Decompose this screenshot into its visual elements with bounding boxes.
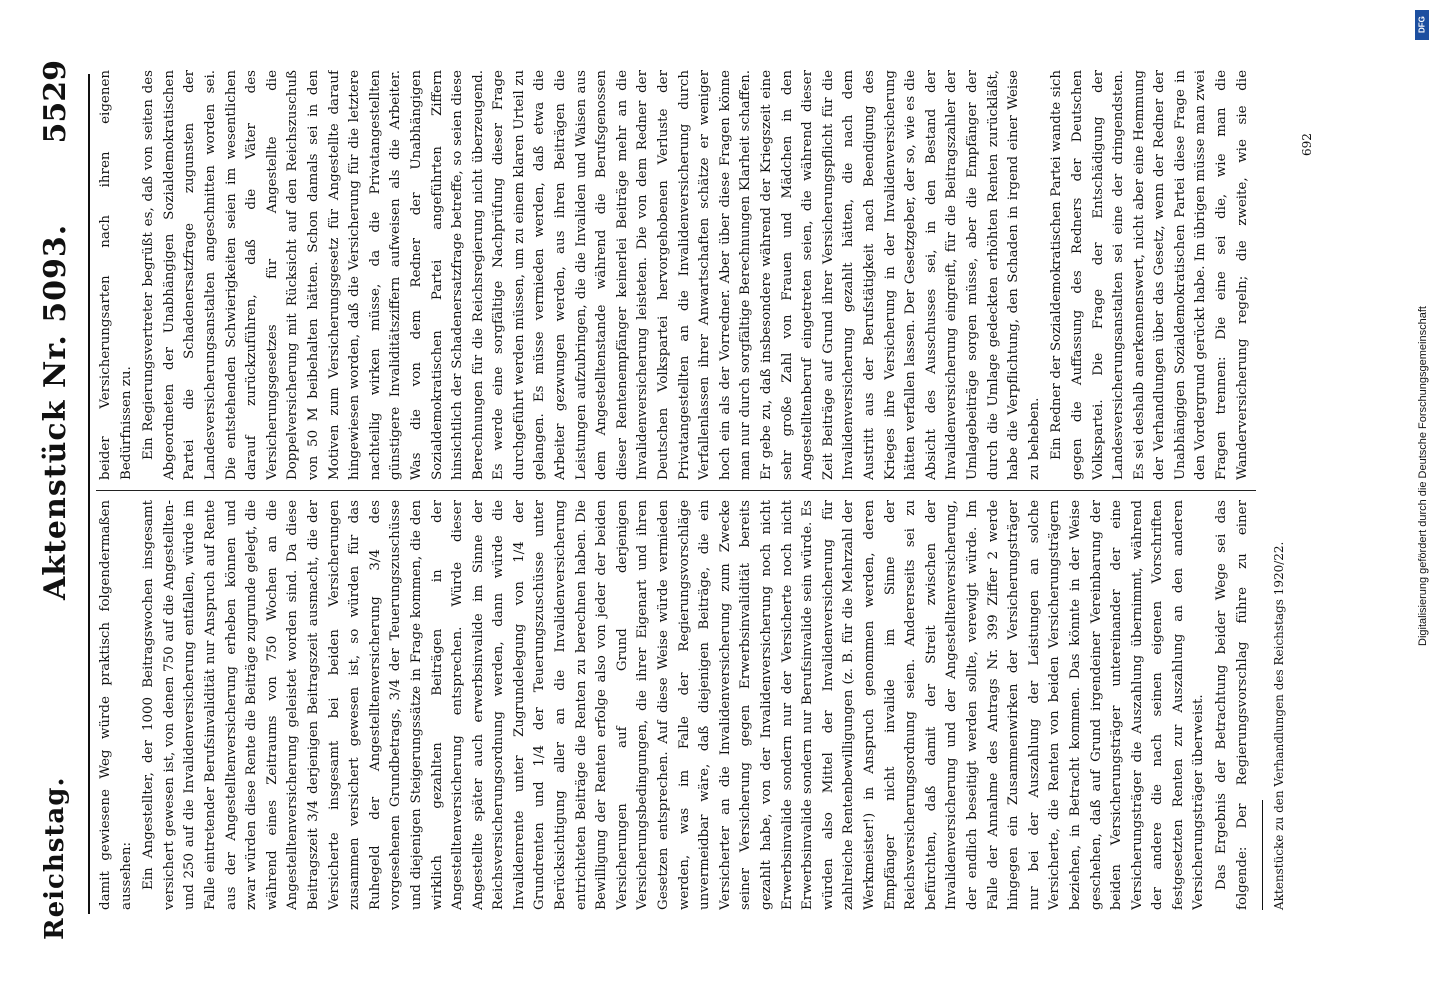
- footnote-rule: [1262, 800, 1263, 910]
- left-paragraph: Ein Angestellter, der 1000 Beitragswochen insgesamt versichert gewesen ist, von denen 750 auf die Angestellten- und 250 auf die Invalidenversicherung entfallen, würde im Falle eintretender Berufsinvalidität nur Anspruch auf Rente aus der Angestelltenversicherung erheben können und zwar würden diese Rente die Beiträge zugrunde gelegt, die während eines Zeitraums von 750 Wochen an die Angestelltenversicherung geleistet worden sind. Da diese Beitragszeit 3/4 derjenigen Beitragszeit ausmacht, die der Versicherte insgesamt bei beiden Versicherungen zusammen versichert gewesen ist, so würden für das Ruhegeld der Angestelltenversicherung 3/4 des vorgesehenen Grundbetrags, 3/4 der Teuerungszuschüsse und diejenigen Steigerungssätze in Frage kommen, die den wirklich gezahlten Beiträgen in der Angestelltenversicherung entsprechen. Würde dieser Angestellte später auch erwerbsinvalide im Sinne der Reichsversicherungsordnung werden, dann würde die Invalidenrente unter Zugrundelegung von 1/4 der Grundrenten und 1/4 der Teuerungszuschüsse unter Berücksichtigung aller an die Invalidenversicherung entrichteten Beiträge die Renten zu berechnen haben. Die Bewilligung der Renten erfolge also von jeder der beiden Versicherungen auf Grund derjenigen Versicherungsbedingungen, die ihrer Eigenart und ihren Gesetzen entsprechen. Auf diese Weise würde vermieden werden, was im Falle der Regierungsvorschläge unvermeidbar wäre, daß diejenigen Beiträge, die ein Versicherter an die Invalidenversicherung zum Zwecke seiner Versicherung gegen Erwerbsinvalidität bereits gezahlt habe, von der Invalidenversicherung noch nicht Erwerbsinvalide sondern nur der Versicherte noch nicht Erwerbsinvalide sondern nur Berufsinvalide sein würde. Es würden also Mittel der Invalidenversicherung für zahlreiche Rentenbewilligungen (z. B. für die Mehrzahl der Werkmeister!) in Anspruch genommen werden, deren Empfänger nicht invalide im Sinne der Reichsversicherungsordnung seien. Andererseits sei zu befürchten, daß damit der Streit zwischen der Invalidenversicherung und der Angestelltenversicherung, der endlich beseitigt werden sollte, verewigt würde. Im Falle der Annahme des Antrags Nr. 399 Ziffer 2 werde hingegen ein Zusammenwirken der Versicherungsträger nur bei der Auszahlung der Leistungen an solche Versicherte, die Renten von beiden Versicherungsträgern beziehen, in Betracht kommen. Das könnte in der Weise geschehen, daß auf Grund irgendeiner Vereinbarung der beiden Versicherungsträger untereinander der eine Versicherungsträger die Auszahlung übernimmt, während der andere die nach seinen eigenen Vorschriften festgesetzten Renten zur Auszahlung an den anderen Versicherungsträger überweist.: [141, 500, 1207, 910]
- right-paragraph: Ein Redner der Sozialdemokratischen Partei wandte sich gegen die Auffassung des Redners der Deutschen Volkspartei. Die Frage der Entschädigung der Landesversicherungsanstalten sei eine der dringendsten. Es sei deshalb anerkennenswert, nicht aber eine Hemmung der Verhandlungen über das Gesetz, wenn der Redner der Unabhängigen Sozialdemokratischen Partei diese Frage in den Vordergrund gerückt habe. Im übrigen müsse man zwei Fragen trennen: Die eine sei die, wie man die Wanderversicherung regeln; die zweite, wie sie die: [1049, 70, 1250, 480]
- footnote: Aktenstücke zu den Verhandlungen des Reichstags 1920/22.: [1272, 541, 1286, 910]
- left-paragraph: Das Ergebnis der Betrachtung beider Wege sei das folgende: Der Regierungsvorschlag führe zu einer: [1214, 500, 1250, 910]
- column-divider: [96, 490, 1256, 491]
- left-column: [96, 500, 1256, 910]
- right-paragraph: Ein Regierungsvertreter begrüßt es, daß von seiten des Abgeordneten der Unabhängigen Sozialdemokratischen Partei die Schadenersatzfrage zugunsten der Landesversicherungsanstalten angeschnitten worden sei. Die entstehenden Schwierigkeiten seien im wesentlichen darauf zurückzuführen, daß die Väter des Versicherungsgesetzes für Angestellte die Doppelversicherung mit Rücksicht auf den Reichszuschuß von 50 M beibehalten hätten. Schon damals sei in den Motiven zum Versicherungsgesetz für Angestellte darauf hingewiesen worden, daß die Versicherung für die letztere nachteilig wirken müsse, da die Privatangestellten günstigere Invaliditätsziffern aufweisen als die Arbeiter. Was die von dem Redner der Unabhängigen Sozialdemokratischen Partei angeführten Ziffern hinsichtlich der Schadenersatzfrage betreffe, so seien diese Berechnungen für die Reichsregierung nicht überzeugend. Es werde eine sorgfältige Nachprüfung dieser Frage durchgeführt werden müssen, um zu einem klaren Urteil zu gelangen. Es müsse vermieden werden, daß etwa die Arbeiter gezwungen werden, aus ihren Beiträgen die Leistungen aufzubringen, die die Invaliden und Waisen aus dem Angestelltenstande während die Berufsgenossen dieser Rentenempfänger keinerlei Beiträge mehr an die Invalidenversicherung leisteten. Die von dem Redner der Deutschen Volkspartei hervorgehobenen Verluste der Privatangestellten an die Invalidenversicherung durch Verfallenlassen ihrer Anwartschaften schätze er weniger hoch ein als der Vorredner. Aber über diese Fragen könne man nur durch sorgfältige Berechnungen Klarheit schaffen. Er gebe zu, daß insbesondere während der Kriegszeit eine sehr große Zahl von Frauen und Mädchen in den Angestelltenberuf eingetreten seien, die während dieser Zeit Beiträge auf Grund ihrer Versicherungspflicht für die Invalidenversicherung gezahlt hätten, die nach dem Austritt aus der Berufstätigkeit nach Beendigung des Krieges ihre Versicherung in der Invalidenversicherung hätten verfallen lassen. Der Gesetzgeber, der so, wie es die Absicht des Ausschusses sei, in den Bestand der Invalidenversicherung eingreift, für die Beitragszahler der Umlagebeiträge sorgen müsse, aber die Empfänger der durch die Umlage gedeckten erhöhten Renten zurückläßt, habe die Verpflichtung, den Schaden in irgend einer Weise zu beheben.: [141, 70, 1042, 480]
- right-column: [96, 70, 1256, 480]
- dfg-logo: DFG: [1415, 10, 1429, 40]
- page-number: 692: [1300, 133, 1314, 156]
- left-paragraph: damit gewiesene Weg würde praktisch folgendermaßen aussehen:: [98, 500, 134, 910]
- page-header: [14, 60, 84, 940]
- header-page-number: 5529: [38, 60, 73, 144]
- right-paragraph: beider Versicherungsarten nach ihren eigenen Bedürfnissen zu.: [98, 70, 134, 480]
- side-credit: [1412, 0, 1434, 1000]
- header-title: Aktenstück Nr. 5093.: [38, 223, 73, 600]
- side-credit-text: Digitalisierung gefördert durch die Deutsche Forschungsgemeinschaft: [1417, 306, 1429, 646]
- header-left: Reichstag.: [40, 776, 70, 940]
- header-rule: [88, 74, 90, 914]
